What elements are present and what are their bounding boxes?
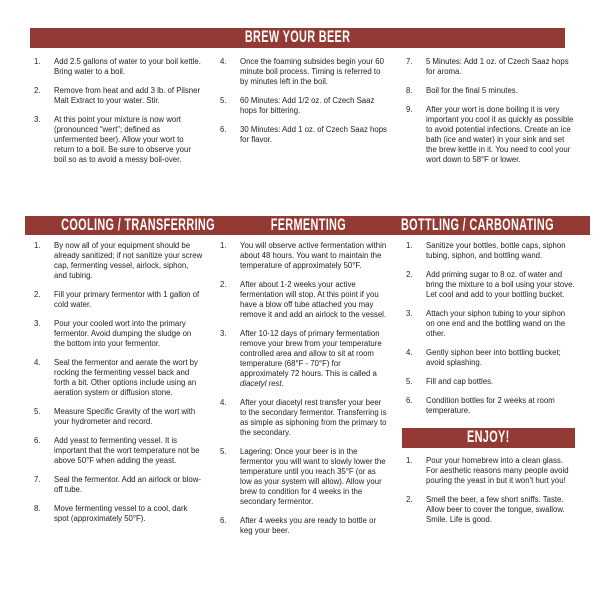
step-text: After 4 weeks you are ready to bottle or keg your beer. xyxy=(240,516,377,535)
step-item xyxy=(402,241,575,261)
step-number: 5. xyxy=(220,447,227,456)
step-text: 30 Minutes: Add 1 oz. of Czech Saaz hops for flavor. xyxy=(240,125,387,144)
step-number: 4. xyxy=(34,358,41,367)
step-text: After your wort is done boiling it is very important you cool it as quickly as possible to avoid potential infections. Create an ice bath (ice and water) in your sink and set the brew kettle in it. You need to cool your wort down to 58°F or lower. xyxy=(426,105,574,164)
banner-cell-fermenting xyxy=(251,216,365,235)
step-number: 5. xyxy=(34,407,41,416)
step-item xyxy=(402,105,575,165)
step-number: 2. xyxy=(220,280,227,289)
step-text: Seal the fermentor. Add an airlock or blow-off tube. xyxy=(54,475,201,494)
step-item xyxy=(30,358,203,398)
banner-cell-bottling xyxy=(365,216,590,235)
step-number: 4. xyxy=(406,348,413,357)
step-text: 60 Minutes: Add 1/2 oz. of Czech Saaz hops for bittering. xyxy=(240,96,375,115)
step-item xyxy=(30,115,203,165)
banner-cell-cooling xyxy=(25,216,251,235)
step-text: Seal the fermentor and aerate the wort by rocking the fermenting vessel back and forth a bit. Other options include using an aeration system or diffusion stone. xyxy=(54,358,198,397)
step-text: Fill and cap bottles. xyxy=(426,377,494,386)
step-text: Boil for the final 5 minutes. xyxy=(426,86,518,95)
step-item xyxy=(402,377,575,387)
step-number: 7. xyxy=(34,475,41,484)
step-text: Measure Specific Gravity of the wort with your hydrometer and record. xyxy=(54,407,196,426)
step-number: 7. xyxy=(406,57,413,66)
step-text: Condition bottles for 2 weeks at room temperature. xyxy=(426,396,555,415)
step-text: Pour your homebrew into a clean glass. For aesthetic reasons many people avoid pouring the yeast in but it won't hurt you! xyxy=(426,456,569,485)
step-number: 6. xyxy=(220,125,227,134)
section-title-bottling: BOTTLING / CARBONATING xyxy=(401,216,555,234)
step-number: 1. xyxy=(406,456,413,465)
step-number: 1. xyxy=(34,241,41,250)
section-title-cooling: COOLING / TRANSFERRING xyxy=(61,216,215,234)
bottling-list xyxy=(402,241,575,416)
step-number: 3. xyxy=(34,115,41,124)
step-number: 6. xyxy=(220,516,227,525)
step-item xyxy=(216,447,389,507)
cooling-column xyxy=(30,241,203,545)
step-number: 5. xyxy=(220,96,227,105)
step-item xyxy=(216,125,389,145)
middle-columns xyxy=(30,241,590,545)
step-number: 8. xyxy=(34,504,41,513)
step-item xyxy=(30,241,203,281)
step-number: 1. xyxy=(220,241,227,250)
step-item xyxy=(216,329,389,389)
step-item xyxy=(30,319,203,349)
step-text: You will observe active fermentation within about 48 hours. You want to maintain the temperature of approximately 50°F. xyxy=(240,241,387,270)
step-number: 2. xyxy=(406,270,413,279)
brew-column-3 xyxy=(402,57,575,174)
enjoy-list xyxy=(402,456,575,525)
step-item xyxy=(216,96,389,116)
section-banner-middle xyxy=(25,216,590,235)
step-text: By now all of your equipment should be already sanitized; if not sanitize your screw cap, fermenting vessel, airlock, siphon, and tubing. xyxy=(54,241,203,280)
step-text: Add priming sugar to 8 oz. of water and bring the mixture to a boil using your stove. Let cool and add to your bottling bucket. xyxy=(426,270,575,299)
step-item xyxy=(30,504,203,524)
step-text: Lagering: Once your beer is in the fermentor you will want to slowly lower the temperature until you reach 35°F (or as low as your system will allow). Allow your brew to condition for 4 weeks in the secondary fermentor. xyxy=(240,447,386,506)
section-banner-enjoy xyxy=(402,428,575,448)
section-banner-brew xyxy=(30,28,565,48)
step-number: 5. xyxy=(406,377,413,386)
step-item xyxy=(402,495,575,525)
step-item xyxy=(30,86,203,106)
brew-columns xyxy=(30,57,590,174)
step-item xyxy=(30,290,203,310)
step-item xyxy=(216,516,389,536)
step-text: Once the foaming subsides begin your 60 minute boil process. Timing is referred to by minutes left in the boil. xyxy=(240,57,384,86)
step-item xyxy=(216,241,389,271)
step-item xyxy=(402,396,575,416)
step-item xyxy=(30,475,203,495)
step-text: 5 Minutes: Add 1 oz. of Czech Saaz hops for aroma. xyxy=(426,57,569,76)
step-text: At this point your mixture is now wort (pronounced “wert”; defined as unfermented beer). Allow your wort to return to a boil. Be sure to observe your boil so as to avoid a messy boil-over. xyxy=(54,115,191,164)
step-number: 1. xyxy=(34,57,41,66)
bottling-enjoy-column xyxy=(402,241,575,545)
step-text: Fill your primary fermentor with 1 gallon of cold water. xyxy=(54,290,200,309)
section-title-enjoy: ENJOY! xyxy=(467,428,510,447)
step-text: Remove from heat and add 3 lb. of Pilsner Malt Extract to your water. Stir. xyxy=(54,86,201,105)
step-text: Sanitize your bottles, bottle caps, siphon tubing, siphon, and bottling wand. xyxy=(426,241,566,260)
step-item xyxy=(402,456,575,486)
step-text: Smell the beer, a few short sniffs. Taste. Allow beer to cover the tongue, swallow. Smile. Life is good. xyxy=(426,495,565,524)
step-number: 8. xyxy=(406,86,413,95)
step-number: 3. xyxy=(406,309,413,318)
step-text: After your diacetyl rest transfer your beer to the secondary fermentor. Transferring is as simple as siphoning from the primary to the secondary. xyxy=(240,398,387,437)
step-text: Move fermenting vessel to a cool, dark spot (approximately 50°F). xyxy=(54,504,188,523)
step-item xyxy=(402,86,575,96)
step-number: 1. xyxy=(406,241,413,250)
step-text: Attach your siphon tubing to your siphon on one end and the bottling wand on the other. xyxy=(426,309,566,338)
step-text: After about 1-2 weeks your active fermentation will stop. At this point if you have a blow off tube attached you may remove it and add an airlock to the vessel. xyxy=(240,280,387,319)
section-title-fermenting: FERMENTING xyxy=(270,216,346,234)
step-text: Pour your cooled wort into the primary fermentor. Avoid dumping the sludge on the bottom into your fermentor. xyxy=(54,319,192,348)
brew-column-1 xyxy=(30,57,203,174)
step-number: 4. xyxy=(220,57,227,66)
step-number: 2. xyxy=(34,290,41,299)
step-item xyxy=(402,57,575,77)
step-item xyxy=(402,309,575,339)
step-text: After 10-12 days of primary fermentation remove your brew from your temperature controlled area and allow to sit at room temperature (68°F - 70°F) for approximately 72 hours. This is called a diacetyl rest. xyxy=(240,329,382,388)
step-item xyxy=(402,348,575,368)
step-item xyxy=(402,270,575,300)
step-text: Add 2.5 gallons of water to your boil kettle. Bring water to a boil. xyxy=(54,57,201,76)
step-item xyxy=(216,280,389,320)
step-number: 6. xyxy=(406,396,413,405)
step-text: Add yeast to fermenting vessel. It is important that the wort temperature not be above 50°F when adding the yeast. xyxy=(54,436,200,465)
step-item xyxy=(216,57,389,87)
step-item xyxy=(30,57,203,77)
step-text: Gently siphon beer into bottling bucket; avoid splashing. xyxy=(426,348,561,367)
step-item xyxy=(30,436,203,466)
section-title-brew: BREW YOUR BEER xyxy=(244,28,351,47)
step-item xyxy=(216,398,389,438)
step-number: 9. xyxy=(406,105,413,114)
step-number: 2. xyxy=(34,86,41,95)
fermenting-column xyxy=(216,241,389,545)
step-number: 4. xyxy=(220,398,227,407)
step-number: 6. xyxy=(34,436,41,445)
step-number: 2. xyxy=(406,495,413,504)
step-item xyxy=(30,407,203,427)
step-number: 3. xyxy=(220,329,227,338)
brew-column-2 xyxy=(216,57,389,174)
step-number: 3. xyxy=(34,319,41,328)
